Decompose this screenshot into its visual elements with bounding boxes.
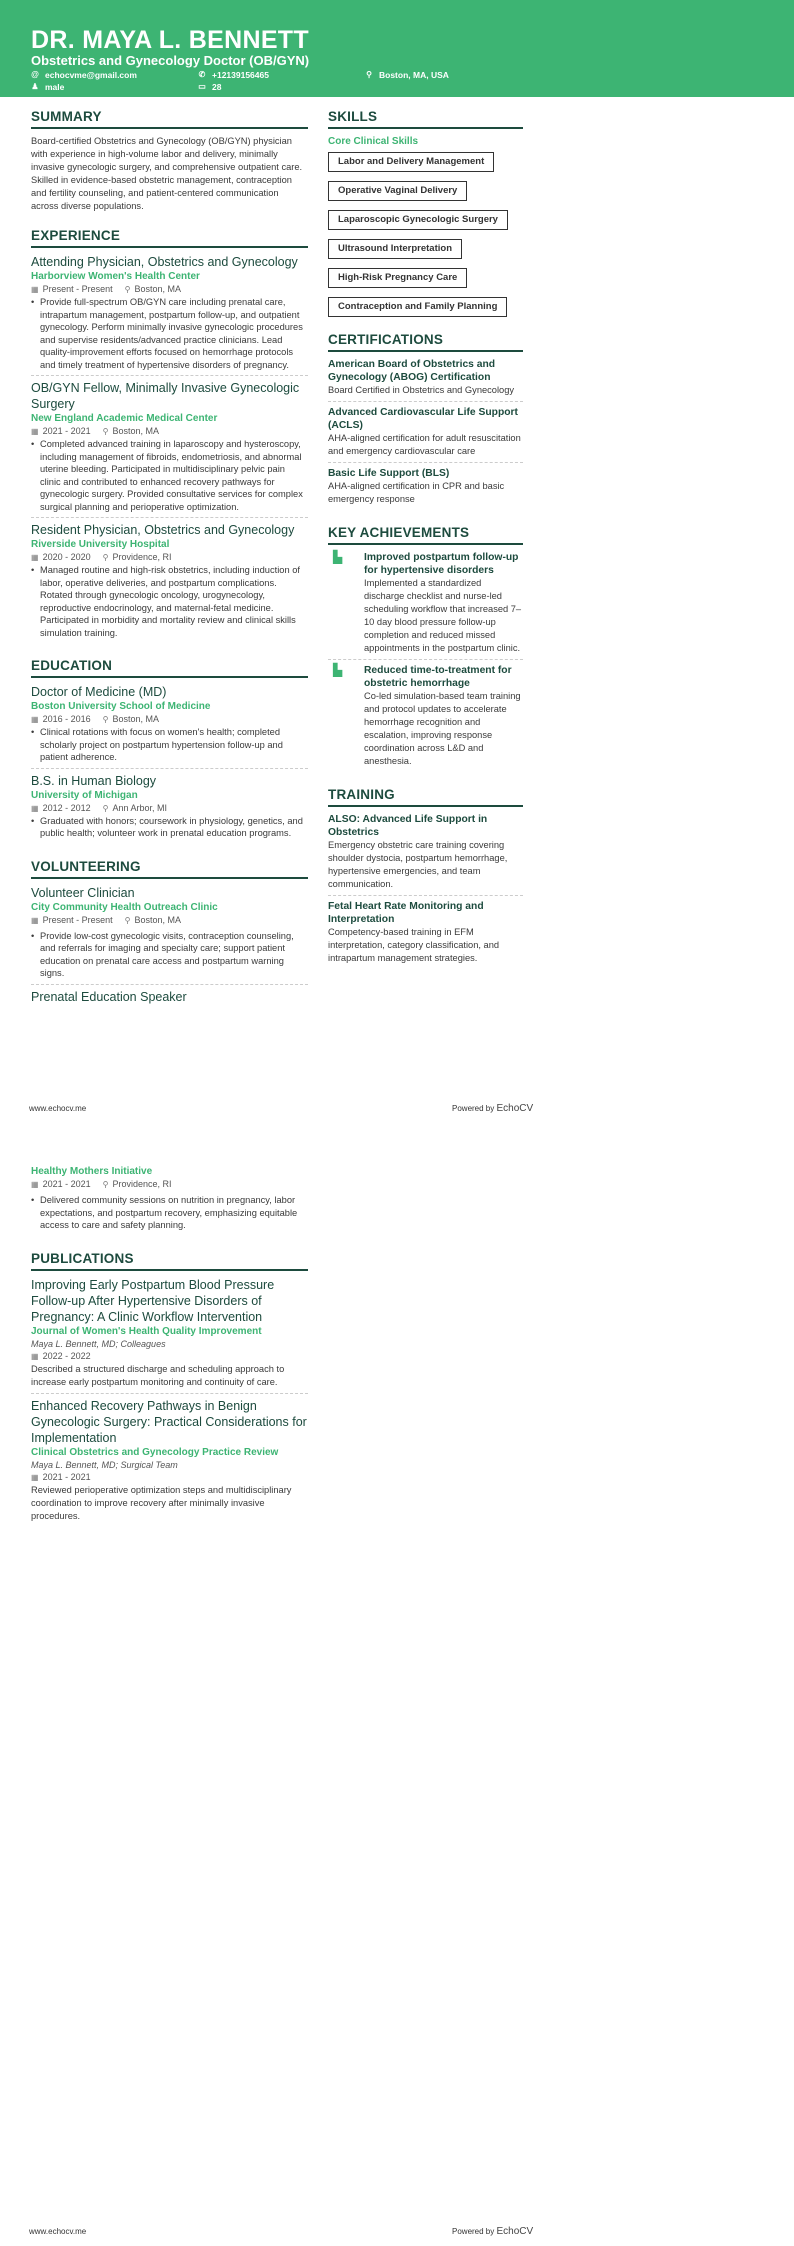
candidate-name: DR. MAYA L. BENNETT bbox=[31, 26, 309, 54]
location: Providence, RI bbox=[112, 1179, 172, 1189]
calendar-icon: ▭ bbox=[198, 82, 206, 91]
publication-item bbox=[31, 1398, 308, 1527]
authors: Maya L. Bennett, MD; Surgical Team bbox=[31, 1459, 178, 1470]
degree: B.S. in Human Biology bbox=[31, 773, 157, 788]
org-location bbox=[125, 914, 181, 927]
journal: Clinical Obstetrics and Gynecology Practice Review bbox=[31, 1446, 279, 1458]
location: Boston, MA bbox=[134, 284, 181, 294]
bullet: • Managed routine and high-risk obstetrics, including induction of labor, operative deliveries, and postpartum complications. Rotated through gynecologic oncology, urogynecology, reproductive endocrinology, and maternal-fetal medicine. Participated in morbidity and mortality review and clinical skills simulation training. bbox=[31, 564, 308, 639]
map-pin-icon: ⚲ bbox=[124, 915, 131, 925]
training-item bbox=[328, 900, 523, 969]
section-heading-achievements: KEY ACHIEVEMENTS bbox=[328, 524, 523, 545]
dates: 2021 - 2021 bbox=[42, 1179, 91, 1189]
section-heading-skills: SKILLS bbox=[328, 108, 523, 129]
skill-chip: Ultrasound Interpretation bbox=[328, 239, 462, 259]
location: Boston, MA bbox=[112, 426, 159, 436]
powered-label: Powered by bbox=[452, 2227, 495, 2236]
bullet: • Graduated with honors; coursework in physiology, genetics, and public health; volunteer work in prenatal education programs. bbox=[31, 815, 308, 840]
date-range bbox=[31, 551, 91, 564]
phone-icon: ✆ bbox=[198, 70, 206, 79]
date-range bbox=[31, 1471, 91, 1484]
calendar-icon: ▦ bbox=[31, 715, 39, 724]
training-title: ALSO: Advanced Life Support in Obstetrics bbox=[328, 814, 488, 838]
job-title: OB/GYN Fellow, Minimally Invasive Gynecologic Surgery bbox=[31, 381, 300, 411]
bullet: • Provide full-spectrum OB/GYN care including prenatal care, intrapartum management, postpartum follow-up, and outpatient gynecology. Perform minimally invasive gynecologic procedures and supervise residents/advanced practice clinicians. Lead quality-improvement efforts focused on hemorrhage protocols and timely treatment of hypertensive disorders of pregnancy. bbox=[31, 296, 308, 371]
job-location bbox=[125, 283, 181, 296]
education-item bbox=[31, 684, 308, 769]
skill-chip: Labor and Delivery Management bbox=[328, 152, 494, 172]
dates: 2016 - 2016 bbox=[42, 714, 91, 724]
publication-title: Enhanced Recovery Pathways in Benign Gynecologic Surgery: Practical Considerations for Implementation bbox=[31, 1398, 307, 1445]
volunteering-item bbox=[31, 885, 308, 985]
experience-item bbox=[31, 522, 308, 643]
cert-desc: AHA-aligned certification for adult resuscitation and emergency cardiovascular care bbox=[328, 433, 521, 456]
company: Riverside University Hospital bbox=[31, 539, 170, 550]
section-heading-training: TRAINING bbox=[328, 786, 523, 807]
cert-desc: Board Certified in Obstetrics and Gynecology bbox=[328, 385, 515, 395]
school: University of Michigan bbox=[31, 789, 138, 801]
company: Harborview Women's Health Center bbox=[31, 271, 200, 282]
contact-age bbox=[198, 82, 221, 92]
calendar-icon: ▦ bbox=[31, 1472, 39, 1482]
training-title: Fetal Heart Rate Monitoring and Interpretation bbox=[328, 901, 484, 925]
user-icon: ♟ bbox=[31, 82, 39, 91]
school-location bbox=[103, 802, 167, 815]
calendar-icon: ▦ bbox=[31, 1180, 39, 1189]
publication-item bbox=[31, 1277, 308, 1394]
achievement-desc: Co-led simulation-based team training and protocol updates to accelerate hemorrhage recognition and escalation, improving response coordination across L&D and anesthesia. bbox=[364, 691, 521, 766]
achievement-title: Reduced time-to-treatment for obstetric hemorrhage bbox=[364, 665, 512, 689]
contact-email[interactable] bbox=[31, 70, 137, 80]
left-column bbox=[31, 1165, 308, 1531]
footer-site-link[interactable]: www.echocv.me bbox=[29, 1104, 87, 1113]
dates: 2022 - 2022 bbox=[42, 1350, 91, 1361]
map-pin-icon: ⚲ bbox=[102, 715, 109, 724]
skill-chip: Laparoscopic Gynecologic Surgery bbox=[328, 210, 508, 230]
publication-title: Improving Early Postpartum Blood Pressure Follow-up After Hypertensive Disorders of Pregnancy: A Clinic Workflow Intervention bbox=[31, 1277, 275, 1324]
date-range bbox=[31, 802, 91, 815]
skill-group-title: Core Clinical Skills bbox=[328, 136, 419, 147]
date-range bbox=[31, 713, 91, 726]
location: Providence, RI bbox=[112, 552, 172, 562]
dates: 2021 - 2021 bbox=[42, 1471, 91, 1482]
bullet: • Clinical rotations with focus on women's health; completed scholarly project on postpartum hypertension follow-up and patient adherence. bbox=[31, 726, 308, 764]
dates: Present - Present bbox=[42, 914, 113, 925]
footer-powered-by[interactable] bbox=[452, 1103, 533, 1115]
right-column bbox=[328, 108, 523, 973]
map-pin-icon: ⚲ bbox=[366, 70, 372, 79]
role: Prenatal Education Speaker bbox=[31, 989, 187, 1004]
gender-text: male bbox=[45, 82, 65, 92]
resume-header bbox=[0, 0, 794, 97]
file-icon: ▙ bbox=[333, 550, 343, 564]
date-range bbox=[31, 914, 113, 927]
map-pin-icon: ⚲ bbox=[124, 285, 131, 294]
location-text: Boston, MA, USA bbox=[379, 70, 449, 80]
section-heading-summary: SUMMARY bbox=[31, 108, 308, 129]
powered-label: Powered by bbox=[452, 1104, 495, 1113]
left-column bbox=[31, 108, 308, 1005]
achievement-item bbox=[328, 664, 523, 772]
section-heading-education: EDUCATION bbox=[31, 657, 308, 678]
map-pin-icon: ⚲ bbox=[102, 803, 109, 813]
calendar-icon: ▦ bbox=[31, 285, 39, 294]
bullet: • Delivered community sessions on nutrition in pregnancy, labor expectations, and postpartum recovery, emphasizing equitable access to care and safety planning. bbox=[31, 1194, 308, 1232]
certification-item bbox=[328, 406, 523, 463]
role: Volunteer Clinician bbox=[31, 885, 135, 900]
date-range bbox=[31, 1178, 91, 1191]
contact-location bbox=[365, 70, 449, 80]
publication-desc: Reviewed perioperative optimization steps and multidisciplinary coordination to improve recovery after minimally invasive procedures. bbox=[31, 1484, 292, 1521]
section-heading-volunteering: VOLUNTEERING bbox=[31, 858, 308, 879]
dates: 2020 - 2020 bbox=[42, 552, 91, 562]
location: Ann Arbor, MI bbox=[112, 802, 167, 813]
date-range bbox=[31, 283, 113, 296]
organization: Healthy Mothers Initiative bbox=[31, 1166, 153, 1177]
certification-item bbox=[328, 358, 523, 402]
calendar-icon: ▦ bbox=[31, 915, 39, 925]
skill-list bbox=[328, 151, 523, 325]
summary-text: Board-certified Obstetrics and Gynecology (OB/GYN) physician with experience in high-volume labor and delivery, minimally invasive gynecologic surgery, and comprehensive outpatient care. Skilled in evidence-based obstetric management, contraception and fertility counseling, and patient-centered communication across diverse populations. bbox=[31, 136, 303, 211]
file-medical-icon: ▙ bbox=[333, 663, 343, 677]
dates: Present - Present bbox=[42, 284, 113, 294]
footer-site-link[interactable]: www.echocv.me bbox=[29, 2227, 87, 2236]
calendar-icon: ▦ bbox=[31, 803, 39, 813]
job-location bbox=[103, 425, 159, 438]
map-pin-icon: ⚲ bbox=[102, 427, 109, 436]
cert-title: American Board of Obstetrics and Gynecology (ABOG) Certification bbox=[328, 359, 496, 383]
skill-chip: Contraception and Family Planning bbox=[328, 297, 507, 317]
footer-powered-by[interactable] bbox=[452, 2226, 533, 2238]
degree: Doctor of Medicine (MD) bbox=[31, 685, 167, 699]
location: Boston, MA bbox=[112, 714, 159, 724]
location: Boston, MA bbox=[134, 914, 181, 925]
date-range bbox=[31, 1350, 91, 1363]
organization: City Community Health Outreach Clinic bbox=[31, 901, 218, 913]
job-location bbox=[103, 551, 172, 564]
job-title: Resident Physician, Obstetrics and Gynecology bbox=[31, 523, 295, 537]
calendar-icon: ▦ bbox=[31, 553, 39, 562]
bullet: • Completed advanced training in laparoscopy and hysteroscopy, including management of fibroids, endometriosis, and abnormal uterine bleeding. Participated in multidisciplinary pelvic pain clinic and contributed to enhanced recovery pathways for gynecologic surgery. Provided consultative services for complex surgical planning and perioperative optimization. bbox=[31, 438, 308, 513]
school: Boston University School of Medicine bbox=[31, 701, 211, 712]
section-heading-experience: EXPERIENCE bbox=[31, 227, 308, 248]
date-range bbox=[31, 425, 91, 438]
journal: Journal of Women's Health Quality Improvement bbox=[31, 1325, 262, 1337]
email-text: echocvme@gmail.com bbox=[45, 70, 137, 80]
experience-list bbox=[31, 254, 308, 643]
school-location bbox=[103, 713, 159, 726]
certification-item bbox=[328, 467, 523, 510]
at-icon: @ bbox=[31, 70, 39, 79]
skill-chip: Operative Vaginal Delivery bbox=[328, 181, 467, 201]
cert-title: Basic Life Support (BLS) bbox=[328, 468, 450, 479]
education-item bbox=[31, 773, 308, 844]
resume-page-2 bbox=[0, 1123, 794, 2246]
candidate-title: Obstetrics and Gynecology Doctor (OB/GYN) bbox=[31, 53, 310, 68]
dates: 2021 - 2021 bbox=[42, 426, 91, 436]
bullet: • Provide low-cost gynecologic visits, contraception counseling, and referrals for imaging and specialty care; support patient education on prenatal care access and postpartum warning signs. bbox=[31, 930, 308, 980]
map-pin-icon: ⚲ bbox=[102, 1180, 109, 1189]
training-desc: Competency-based training in EFM interpretation, category classification, and intrapartum management strategies. bbox=[328, 927, 500, 963]
volunteering-item-continued bbox=[31, 1165, 308, 1236]
contact-gender bbox=[31, 82, 64, 92]
publication-desc: Described a structured discharge and scheduling approach to increase early postpartum monitoring and continuity of care. bbox=[31, 1363, 285, 1387]
age-text: 28 bbox=[212, 82, 222, 92]
experience-item bbox=[31, 380, 308, 518]
section-heading-certifications: CERTIFICATIONS bbox=[328, 331, 523, 352]
org-location bbox=[103, 1178, 172, 1191]
training-desc: Emergency obstetric care training covering shoulder dystocia, postpartum hemorrhage, hypertensive emergencies, and team communication. bbox=[328, 840, 508, 889]
calendar-icon: ▦ bbox=[31, 1351, 39, 1361]
phone-text: +12139156465 bbox=[212, 70, 269, 80]
company: New England Academic Medical Center bbox=[31, 413, 218, 424]
authors: Maya L. Bennett, MD; Colleagues bbox=[31, 1338, 166, 1349]
cert-desc: AHA-aligned certification in CPR and basic emergency response bbox=[328, 481, 505, 504]
map-pin-icon: ⚲ bbox=[102, 553, 109, 562]
achievement-title: Improved postpartum follow-up for hypertensive disorders bbox=[364, 552, 519, 576]
experience-item bbox=[31, 254, 308, 376]
section-heading-publications: PUBLICATIONS bbox=[31, 1250, 308, 1271]
contact-phone[interactable] bbox=[198, 70, 269, 80]
achievement-item bbox=[328, 551, 523, 660]
cert-title: Advanced Cardiovascular Life Support (ACLS) bbox=[328, 407, 518, 431]
brand-name: EchoCV bbox=[496, 2226, 534, 2237]
dates: 2012 - 2012 bbox=[42, 802, 91, 813]
skill-chip: High-Risk Pregnancy Care bbox=[328, 268, 467, 288]
calendar-icon: ▦ bbox=[31, 427, 39, 436]
training-item bbox=[328, 813, 523, 896]
brand-name: EchoCV bbox=[496, 1103, 534, 1114]
job-title: Attending Physician, Obstetrics and Gynecology bbox=[31, 255, 298, 269]
achievement-desc: Implemented a standardized discharge checklist and nurse-led scheduling workflow that increased 7–10 day blood pressure follow-up completion and reduced missed appointments in the postpartum clinic. bbox=[364, 578, 522, 653]
